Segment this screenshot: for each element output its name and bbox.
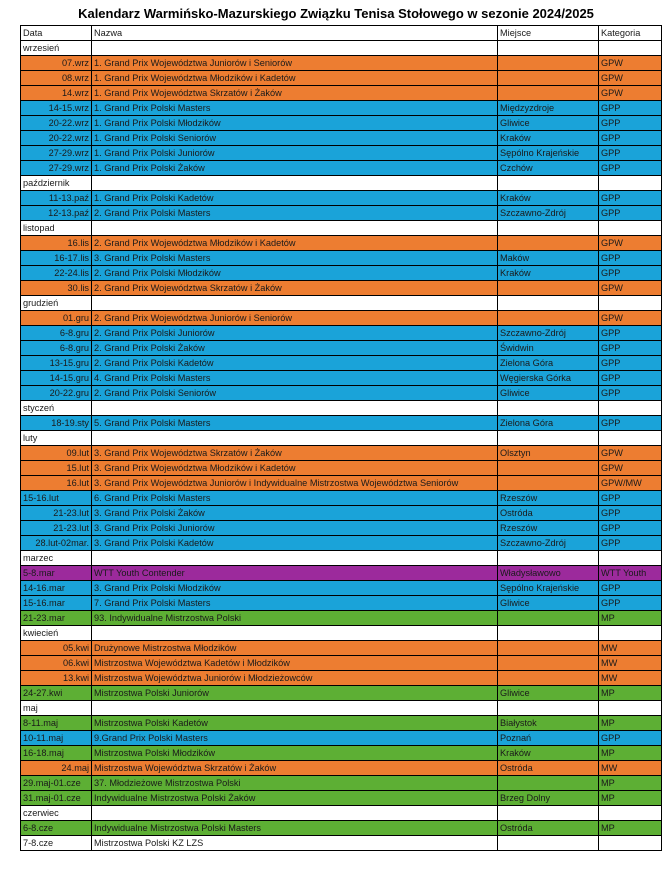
empty-cell (498, 221, 599, 236)
date-cell: 6-8.cze (21, 821, 92, 836)
name-cell: 1. Grand Prix Polski Młodzików (92, 116, 498, 131)
date-cell: 08.wrz (21, 71, 92, 86)
month-row (21, 401, 662, 416)
table-row (21, 101, 662, 116)
date-cell: 13-15.gru (21, 356, 92, 371)
place-cell (498, 86, 599, 101)
category-cell: GPP (599, 386, 662, 401)
category-cell: MP (599, 821, 662, 836)
empty-cell (599, 806, 662, 821)
date-cell: 14-15.gru (21, 371, 92, 386)
name-cell: 6. Grand Prix Polski Masters (92, 491, 498, 506)
header-date: Data (21, 26, 92, 41)
category-cell: MW (599, 656, 662, 671)
name-cell: 4. Grand Prix Polski Masters (92, 371, 498, 386)
date-cell: 10-11.maj (21, 731, 92, 746)
date-cell: 15.lut (21, 461, 92, 476)
table-row (21, 581, 662, 596)
name-cell: 3. Grand Prix Polski Młodzików (92, 581, 498, 596)
table-row (21, 251, 662, 266)
place-cell: Kraków (498, 191, 599, 206)
date-cell: 30.lis (21, 281, 92, 296)
place-cell (498, 671, 599, 686)
place-cell: Rzeszów (498, 521, 599, 536)
name-cell: 2. Grand Prix Polski Żaków (92, 341, 498, 356)
place-cell (498, 311, 599, 326)
name-cell: 2. Grand Prix Polski Seniorów (92, 386, 498, 401)
table-row (21, 311, 662, 326)
name-cell: 3. Grand Prix Polski Kadetów (92, 536, 498, 551)
name-cell: Mistrzostwa Polski Kadetów (92, 716, 498, 731)
table-row (21, 761, 662, 776)
empty-cell (599, 401, 662, 416)
name-cell: 37. Młodzieżowe Mistrzostwa Polski (92, 776, 498, 791)
name-cell: 1. Grand Prix Polski Juniorów (92, 146, 498, 161)
empty-cell (599, 626, 662, 641)
empty-cell (92, 221, 498, 236)
table-row (21, 521, 662, 536)
empty-cell (599, 431, 662, 446)
date-cell: 16.lut (21, 476, 92, 491)
category-cell: GPP (599, 116, 662, 131)
table-row (21, 566, 662, 581)
category-cell: MP (599, 746, 662, 761)
place-cell: Gliwice (498, 116, 599, 131)
table-row (21, 86, 662, 101)
place-cell: Zielona Góra (498, 416, 599, 431)
name-cell: WTT Youth Contender (92, 566, 498, 581)
page-title: Kalendarz Warmińsko-Mazurskiego Związku Tenisa Stołowego w sezonie 2024/2025 (78, 6, 594, 21)
name-cell: 1. Grand Prix Województwa Skrzatów i Żaków (92, 86, 498, 101)
place-cell: Sępólno Krajeńskie (498, 146, 599, 161)
date-cell: 16.lis (21, 236, 92, 251)
place-cell (498, 656, 599, 671)
name-cell: 1. Grand Prix Województwa Juniorów i Seniorów (92, 56, 498, 71)
name-cell: Mistrzostwa Województwa Skrzatów i Żaków (92, 761, 498, 776)
name-cell: 3. Grand Prix Województwa Juniorów i Indywidualne Mistrzostwa Województwa Seniorów (92, 476, 498, 491)
month-row (21, 431, 662, 446)
table-row (21, 716, 662, 731)
category-cell: MP (599, 791, 662, 806)
date-cell: 14-15.wrz (21, 101, 92, 116)
name-cell: 3. Grand Prix Województwa Młodzików i Kadetów (92, 461, 498, 476)
name-cell: Mistrzostwa Województwa Kadetów i Młodzików (92, 656, 498, 671)
date-cell: 12-13.paź (21, 206, 92, 221)
table-row (21, 611, 662, 626)
place-cell: Władysławowo (498, 566, 599, 581)
category-cell: GPP (599, 206, 662, 221)
calendar-table (20, 25, 662, 851)
place-cell: Czchów (498, 161, 599, 176)
category-cell: MW (599, 641, 662, 656)
category-cell: GPP (599, 416, 662, 431)
table-row (21, 341, 662, 356)
place-cell: Rzeszów (498, 491, 599, 506)
category-cell: GPP (599, 146, 662, 161)
empty-cell (599, 296, 662, 311)
place-cell (498, 641, 599, 656)
place-cell (498, 71, 599, 86)
date-cell: 20-22.gru (21, 386, 92, 401)
name-cell: Mistrzostwa Polski Młodzików (92, 746, 498, 761)
place-cell (498, 236, 599, 251)
date-cell: 21-23.mar (21, 611, 92, 626)
category-cell: GPW (599, 461, 662, 476)
category-cell: GPP (599, 371, 662, 386)
date-cell: 31.maj-01.cze (21, 791, 92, 806)
table-row (21, 131, 662, 146)
empty-cell (498, 701, 599, 716)
place-cell: Kraków (498, 746, 599, 761)
date-cell: 01.gru (21, 311, 92, 326)
place-cell (498, 56, 599, 71)
table-row (21, 161, 662, 176)
category-cell: GPP (599, 596, 662, 611)
date-cell: 21-23.lut (21, 506, 92, 521)
month-label: listopad (21, 221, 92, 236)
place-cell (498, 476, 599, 491)
date-cell: 6-8.gru (21, 326, 92, 341)
date-cell: 29.maj-01.cze (21, 776, 92, 791)
category-cell: MP (599, 686, 662, 701)
name-cell: 5. Grand Prix Polski Masters (92, 416, 498, 431)
empty-cell (92, 176, 498, 191)
header-name: Nazwa (92, 26, 498, 41)
place-cell: Ostróda (498, 761, 599, 776)
month-label: wrzesień (21, 41, 92, 56)
name-cell: 3. Grand Prix Polski Masters (92, 251, 498, 266)
table-row (21, 596, 662, 611)
table-row (21, 821, 662, 836)
category-cell: GPP (599, 266, 662, 281)
name-cell: 7. Grand Prix Polski Masters (92, 596, 498, 611)
name-cell: 2. Grand Prix Województwa Juniorów i Seniorów (92, 311, 498, 326)
date-cell: 13.kwi (21, 671, 92, 686)
date-cell: 20-22.wrz (21, 131, 92, 146)
place-cell: Ostróda (498, 506, 599, 521)
empty-cell (92, 431, 498, 446)
date-cell: 22-24.lis (21, 266, 92, 281)
name-cell: 3. Grand Prix Polski Juniorów (92, 521, 498, 536)
table-row (21, 836, 662, 851)
month-label: luty (21, 431, 92, 446)
empty-cell (498, 626, 599, 641)
place-cell: Olsztyn (498, 446, 599, 461)
empty-cell (599, 551, 662, 566)
category-cell: GPW (599, 281, 662, 296)
place-cell: Gliwice (498, 596, 599, 611)
empty-cell (92, 41, 498, 56)
table-row (21, 776, 662, 791)
place-cell (498, 281, 599, 296)
table-row (21, 146, 662, 161)
empty-cell (92, 701, 498, 716)
category-cell: GPW (599, 236, 662, 251)
month-label: październik (21, 176, 92, 191)
name-cell: Mistrzostwa Województwa Juniorów i Młodzieżowców (92, 671, 498, 686)
name-cell: 2. Grand Prix Polski Masters (92, 206, 498, 221)
month-label: marzec (21, 551, 92, 566)
category-cell: GPW (599, 311, 662, 326)
table-row (21, 266, 662, 281)
category-cell: GPW (599, 56, 662, 71)
date-cell: 27-29.wrz (21, 146, 92, 161)
category-cell: GPP (599, 356, 662, 371)
category-cell: GPP (599, 131, 662, 146)
table-row (21, 641, 662, 656)
category-cell: GPP (599, 506, 662, 521)
date-cell: 8-11.maj (21, 716, 92, 731)
table-row (21, 746, 662, 761)
name-cell: 9.Grand Prix Polski Masters (92, 731, 498, 746)
category-cell: WTT Youth (599, 566, 662, 581)
place-cell: Ostróda (498, 821, 599, 836)
place-cell: Międzyzdroje (498, 101, 599, 116)
month-row (21, 806, 662, 821)
table-row (21, 281, 662, 296)
name-cell: 3. Grand Prix Województwa Skrzatów i Żaków (92, 446, 498, 461)
category-cell: GPP (599, 521, 662, 536)
table-row (21, 671, 662, 686)
date-cell: 16-18.maj (21, 746, 92, 761)
empty-cell (498, 296, 599, 311)
date-cell: 05.kwi (21, 641, 92, 656)
date-cell: 09.lut (21, 446, 92, 461)
category-cell: GPP (599, 251, 662, 266)
category-cell: MP (599, 716, 662, 731)
name-cell: Indywidualne Mistrzostwa Polski Masters (92, 821, 498, 836)
category-cell: MP (599, 776, 662, 791)
date-cell: 15-16.mar (21, 596, 92, 611)
category-cell: GPP (599, 191, 662, 206)
name-cell: 93. Indywidualne Mistrzostwa Polski (92, 611, 498, 626)
table-row (21, 476, 662, 491)
table-body (21, 41, 662, 851)
empty-cell (599, 221, 662, 236)
place-cell: Poznań (498, 731, 599, 746)
name-cell: 1. Grand Prix Województwa Młodzików i Kadetów (92, 71, 498, 86)
month-row (21, 221, 662, 236)
category-cell: GPP (599, 161, 662, 176)
place-cell (498, 776, 599, 791)
name-cell: 1. Grand Prix Polski Żaków (92, 161, 498, 176)
header-place: Miejsce (498, 26, 599, 41)
name-cell: Mistrzostwa Polski KZ LZS (92, 836, 498, 851)
place-cell: Gliwice (498, 686, 599, 701)
category-cell: GPP (599, 101, 662, 116)
table-row (21, 191, 662, 206)
date-cell: 16-17.lis (21, 251, 92, 266)
category-cell: GPW/MW (599, 476, 662, 491)
category-cell: GPP (599, 536, 662, 551)
name-cell: Indywidualne Mistrzostwa Polski Żaków (92, 791, 498, 806)
place-cell: Białystok (498, 716, 599, 731)
name-cell: 2. Grand Prix Województwa Skrzatów i Żaków (92, 281, 498, 296)
category-cell: GPP (599, 341, 662, 356)
date-cell: 5-8.mar (21, 566, 92, 581)
name-cell: 1. Grand Prix Polski Kadetów (92, 191, 498, 206)
place-cell (498, 836, 599, 851)
empty-cell (599, 701, 662, 716)
month-row (21, 626, 662, 641)
table-row (21, 446, 662, 461)
date-cell: 15-16.lut (21, 491, 92, 506)
table-row (21, 206, 662, 221)
month-label: czerwiec (21, 806, 92, 821)
empty-cell (498, 41, 599, 56)
place-cell: Szczawno-Zdrój (498, 536, 599, 551)
month-label: kwiecień (21, 626, 92, 641)
category-cell (599, 836, 662, 851)
table-row (21, 491, 662, 506)
date-cell: 6-8.gru (21, 341, 92, 356)
empty-cell (498, 431, 599, 446)
empty-cell (498, 401, 599, 416)
place-cell: Gliwice (498, 386, 599, 401)
place-cell: Świdwin (498, 341, 599, 356)
date-cell: 11-13.paź (21, 191, 92, 206)
table-row (21, 791, 662, 806)
table-row (21, 326, 662, 341)
empty-cell (498, 806, 599, 821)
place-cell: Kraków (498, 266, 599, 281)
place-cell: Brzeg Dolny (498, 791, 599, 806)
place-cell: Szczawno-Zdrój (498, 326, 599, 341)
date-cell: 06.kwi (21, 656, 92, 671)
date-cell: 21-23.lut (21, 521, 92, 536)
date-cell: 24-27.kwi (21, 686, 92, 701)
name-cell: 2. Grand Prix Polski Kadetów (92, 356, 498, 371)
empty-cell (92, 401, 498, 416)
name-cell: 2. Grand Prix Polski Juniorów (92, 326, 498, 341)
place-cell (498, 611, 599, 626)
category-cell: GPW (599, 446, 662, 461)
place-cell: Węgierska Górka (498, 371, 599, 386)
table-header-row (21, 26, 662, 41)
empty-cell (92, 806, 498, 821)
name-cell: 3. Grand Prix Polski Żaków (92, 506, 498, 521)
empty-cell (599, 176, 662, 191)
table-row (21, 386, 662, 401)
month-row (21, 551, 662, 566)
month-label: styczeń (21, 401, 92, 416)
empty-cell (92, 626, 498, 641)
table-row (21, 461, 662, 476)
date-cell: 27-29.wrz (21, 161, 92, 176)
table-row (21, 56, 662, 71)
month-row (21, 701, 662, 716)
empty-cell (498, 551, 599, 566)
empty-cell (498, 176, 599, 191)
category-cell: GPP (599, 326, 662, 341)
table-row (21, 656, 662, 671)
table-row (21, 356, 662, 371)
category-cell: MP (599, 611, 662, 626)
name-cell: 2. Grand Prix Województwa Młodzików i Kadetów (92, 236, 498, 251)
name-cell: 1. Grand Prix Polski Masters (92, 101, 498, 116)
table-row (21, 536, 662, 551)
date-cell: 28.lut-02mar. (21, 536, 92, 551)
name-cell: 2. Grand Prix Polski Młodzików (92, 266, 498, 281)
empty-cell (92, 551, 498, 566)
date-cell: 07.wrz (21, 56, 92, 71)
category-cell: GPP (599, 731, 662, 746)
name-cell: Drużynowe Mistrzostwa Młodzików (92, 641, 498, 656)
place-cell: Szczawno-Zdrój (498, 206, 599, 221)
month-row (21, 41, 662, 56)
place-cell: Sępólno Krajeńskie (498, 581, 599, 596)
month-label: maj (21, 701, 92, 716)
date-cell: 24.maj (21, 761, 92, 776)
empty-cell (599, 41, 662, 56)
date-cell: 14.wrz (21, 86, 92, 101)
table-row (21, 731, 662, 746)
category-cell: GPW (599, 86, 662, 101)
category-cell: GPP (599, 581, 662, 596)
table-row (21, 416, 662, 431)
name-cell: Mistrzostwa Polski Juniorów (92, 686, 498, 701)
place-cell: Kraków (498, 131, 599, 146)
place-cell (498, 461, 599, 476)
category-cell: GPP (599, 491, 662, 506)
category-cell: MW (599, 761, 662, 776)
empty-cell (92, 296, 498, 311)
category-cell: GPW (599, 71, 662, 86)
month-row (21, 176, 662, 191)
table-row (21, 71, 662, 86)
table-row (21, 371, 662, 386)
table-row (21, 506, 662, 521)
header-category: Kategoria (599, 26, 662, 41)
month-row (21, 296, 662, 311)
date-cell: 18-19.sty (21, 416, 92, 431)
category-cell: MW (599, 671, 662, 686)
table-row (21, 116, 662, 131)
date-cell: 14-16.mar (21, 581, 92, 596)
place-cell: Zielona Góra (498, 356, 599, 371)
name-cell: 1. Grand Prix Polski Seniorów (92, 131, 498, 146)
table-row (21, 236, 662, 251)
place-cell: Maków (498, 251, 599, 266)
date-cell: 20-22.wrz (21, 116, 92, 131)
month-label: grudzień (21, 296, 92, 311)
date-cell: 7-8.cze (21, 836, 92, 851)
table-row (21, 686, 662, 701)
